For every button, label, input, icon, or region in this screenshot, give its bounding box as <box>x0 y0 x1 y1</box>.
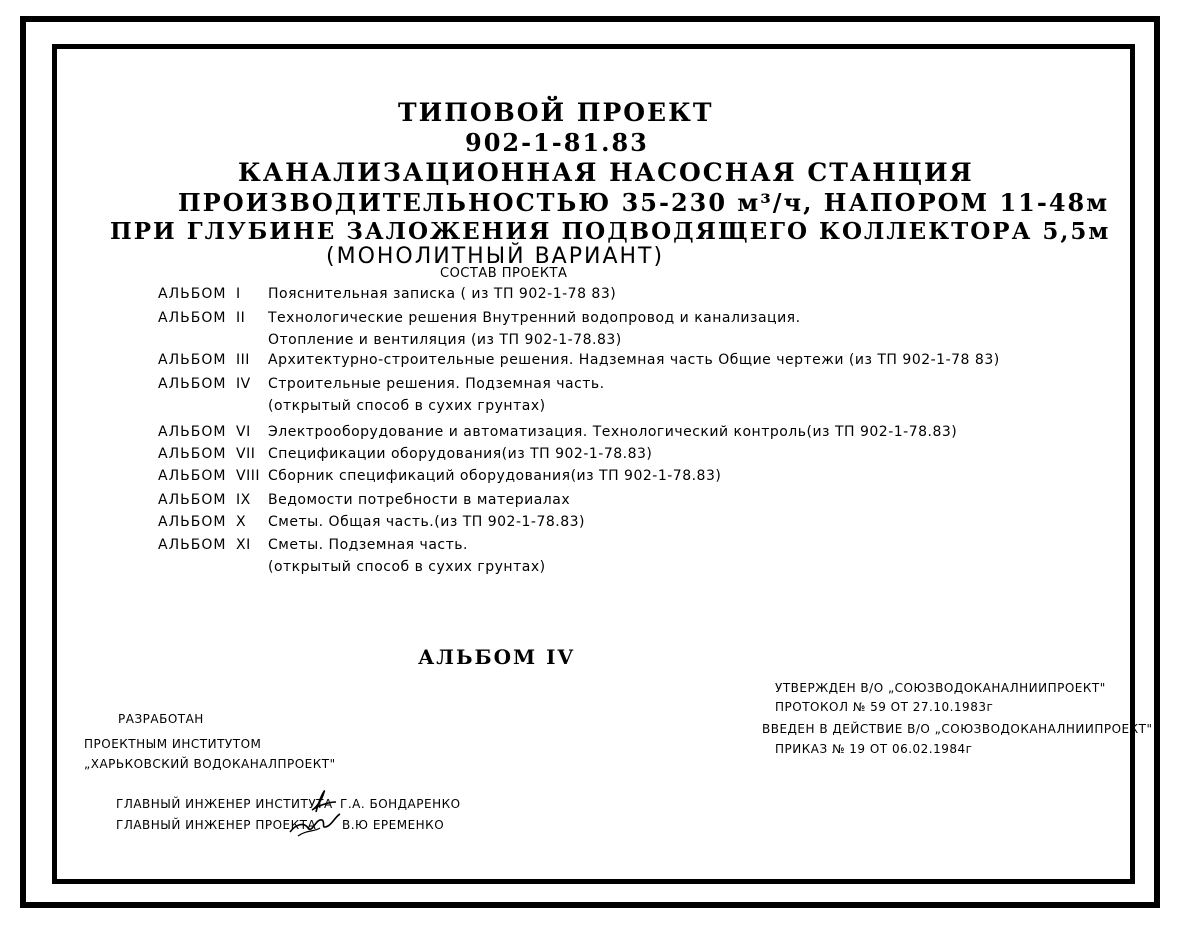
album-entry-text: Архитектурно-строительные решения. Надземная часть Общие чертежи (из ТП 902-1-78 83) <box>268 352 1000 368</box>
title-line-1: ТИПОВОЙ ПРОЕКТ <box>398 98 714 127</box>
album-entry-text: (открытый способ в сухих грунтах) <box>268 559 546 575</box>
album-entry-number: X <box>236 514 247 530</box>
album-entry-text: Сметы. Подземная часть. <box>268 537 468 553</box>
title-line-6: (МОНОЛИТНЫЙ ВАРИАНТ) <box>326 244 665 269</box>
album-entry-text: (открытый способ в сухих грунтах) <box>268 398 546 414</box>
album-entry-number: II <box>236 310 246 326</box>
title-project-number: 902-1-81.83 <box>465 128 649 157</box>
album-entry-text: Технологические решения Внутренний водопровод и канализация. <box>268 310 801 326</box>
contents-heading: СОСТАВ ПРОЕКТА <box>440 266 568 281</box>
album-entry-label: АЛЬБОМ <box>158 424 227 440</box>
album-entry-label: АЛЬБОМ <box>158 537 227 553</box>
album-entry-text: Отопление и вентиляция (из ТП 902-1-78.83) <box>268 332 622 348</box>
approval-line-4: ПРИКАЗ № 19 ОТ 06.02.1984г <box>775 742 973 756</box>
album-entry-text: Пояснительная записка ( из ТП 902-1-78 83) <box>268 286 617 302</box>
developer-line-1: РАЗРАБОТАН <box>118 712 204 726</box>
album-entry-text: Строительные решения. Подземная часть. <box>268 376 605 392</box>
album-label: АЛЬБОМ IV <box>418 645 575 669</box>
approval-line-2: ПРОТОКОЛ № 59 ОТ 27.10.1983г <box>775 700 994 714</box>
album-entry-number: IX <box>236 492 251 508</box>
album-entry-label: АЛЬБОМ <box>158 376 227 392</box>
album-entry-text: Сметы. Общая часть.(из ТП 902-1-78.83) <box>268 514 586 530</box>
album-entry-label: АЛЬБОМ <box>158 468 227 484</box>
album-entry-number: VI <box>236 424 251 440</box>
album-entry-text: Спецификации оборудования(из ТП 902-1-78.83) <box>268 446 653 462</box>
album-entry-number: XI <box>236 537 251 553</box>
album-entry-label: АЛЬБОМ <box>158 492 227 508</box>
album-entry-number: VII <box>236 446 256 462</box>
developer-line-2: ПРОЕКТНЫМ ИНСТИТУТОМ <box>84 737 262 751</box>
album-entry-text: Сборник спецификаций оборудования(из ТП 902-1-78.83) <box>268 468 722 484</box>
album-entry-number: I <box>236 286 241 302</box>
album-entry-number: IV <box>236 376 251 392</box>
chief-institute-name: Г.А. БОНДАРЕНКО <box>340 797 461 811</box>
title-line-4: ПРОИЗВОДИТЕЛЬНОСТЬЮ 35-230 м³/ч, НАПОРОМ 11-48м <box>178 188 1110 217</box>
approval-line-3: ВВЕДЕН В ДЕЙСТВИЕ В/О „СОЮЗВОДОКАНАЛНИИПРОЕКТ" <box>762 722 1153 736</box>
album-entry-label: АЛЬБОМ <box>158 310 227 326</box>
album-entry-label: АЛЬБОМ <box>158 446 227 462</box>
album-entry-text: Ведомости потребности в материалах <box>268 492 571 508</box>
album-entry-label: АЛЬБОМ <box>158 352 227 368</box>
album-entry-number: III <box>236 352 250 368</box>
developer-line-3: „ХАРЬКОВСКИЙ ВОДОКАНАЛПРОЕКТ" <box>84 757 336 771</box>
album-entry-label: АЛЬБОМ <box>158 514 227 530</box>
chief-project-name: В.Ю ЕРЕМЕНКО <box>342 818 445 832</box>
album-entry-label: АЛЬБОМ <box>158 286 227 302</box>
approval-line-1: УТВЕРЖДЕН В/О „СОЮЗВОДОКАНАЛНИИПРОЕКТ" <box>775 681 1106 695</box>
album-entry-text: Электрооборудование и автоматизация. Технологический контроль(из ТП 902-1-78.83) <box>268 424 958 440</box>
title-line-3: КАНАЛИЗАЦИОННАЯ НАСОСНАЯ СТАНЦИЯ <box>238 158 974 187</box>
chief-project-role: ГЛАВНЫЙ ИНЖЕНЕР ПРОЕКТА <box>116 818 317 832</box>
album-entry-number: VIII <box>236 468 260 484</box>
signature-eremenko <box>286 810 344 840</box>
title-line-5: ПРИ ГЛУБИНЕ ЗАЛОЖЕНИЯ ПОДВОДЯЩЕГО КОЛЛЕКТОРА 5,5м <box>110 218 1111 245</box>
chief-institute-role: ГЛАВНЫЙ ИНЖЕНЕР ИНСТИТУТА <box>116 797 333 811</box>
